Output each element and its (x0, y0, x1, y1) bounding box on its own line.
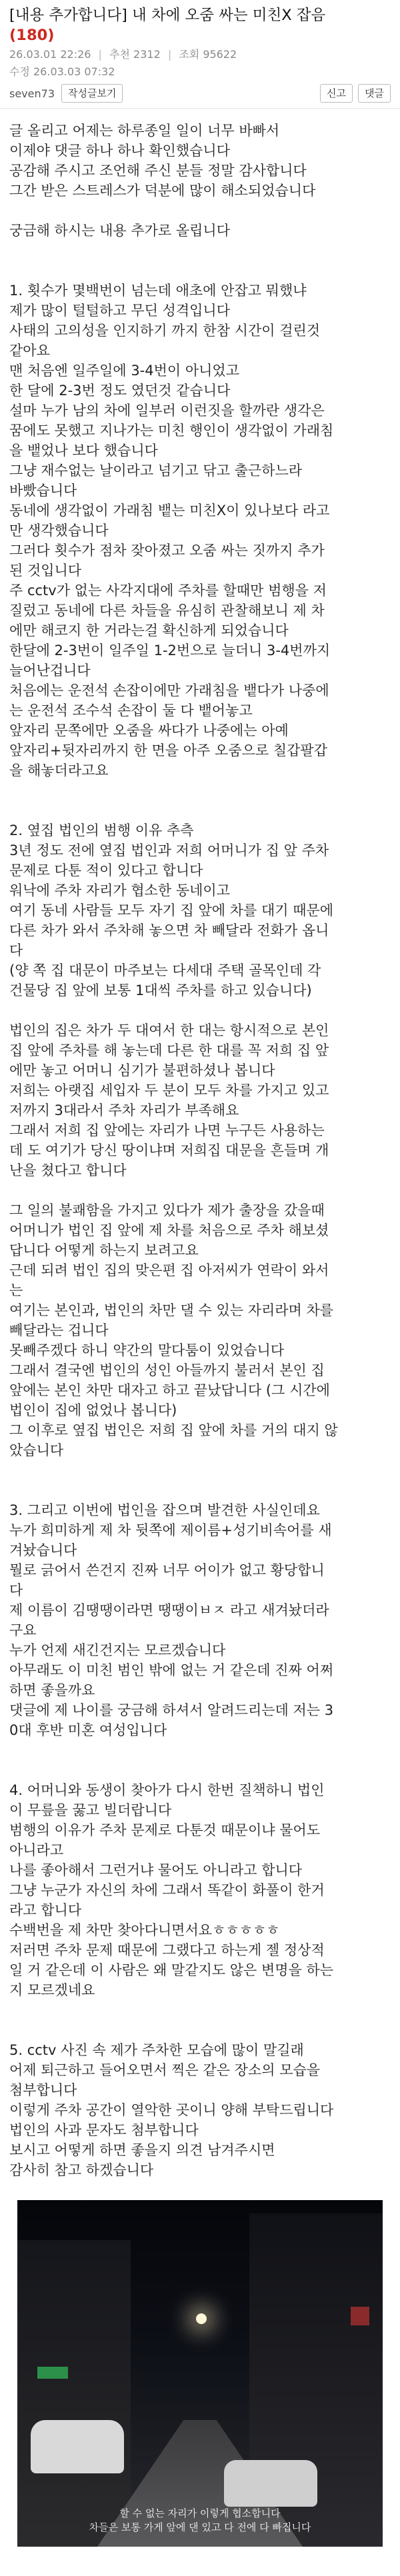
author-bar (0, 80, 400, 109)
body-line: 제가 많이 털털하고 무딘 성격입니다 (9, 303, 230, 319)
body-section (9, 2040, 391, 2180)
body-line: 다른 차가 와서 주차해 놓으면 차 빼달라 전화가 옵니 (9, 922, 329, 938)
post-modified: 수정 26.03.03 07:32 (9, 65, 115, 78)
body-line: 0대 후반 미혼 여성입니다 (9, 1722, 167, 1738)
body-line: 글 올리고 어제는 하루종일 일이 너무 바빠서 (9, 123, 280, 139)
body-line: 구요 (9, 1622, 37, 1638)
body-line: 워낙에 주차 자리가 협소한 동네이고 (9, 882, 230, 898)
body-line: 다 (9, 942, 23, 958)
body-line: 그래서 저희 집 앞에는 자리가 나면 누구든 사용하는 (9, 1122, 325, 1138)
body-line: 댓글에 제 나이를 궁금해 하셔서 알려드리는데 저는 3 (9, 1702, 334, 1718)
post-title-text: [내용 추가합니다] 내 차에 오줌 싸는 미친X 잡음 (9, 7, 326, 24)
body-line: 수백번을 제 차만 찾아다니면서요ㅎㅎㅎㅎㅎ (9, 1922, 280, 1938)
body-line: 여기는 본인과, 법인의 차만 댈 수 있는 자리라며 차를 (9, 1302, 334, 1318)
body-line: 을 뱉었나 보다 했습니다 (9, 443, 158, 459)
body-line: 법인의 사과 문자도 첨부합니다 (9, 2122, 199, 2138)
body-line: 법인이 집에 없었나 봅니다) (9, 1402, 177, 1418)
comment-count[interactable]: (180) (9, 27, 55, 44)
body-line: 그 이후로 옆집 법인은 저희 집 앞에 차를 거의 대지 않 (9, 1422, 338, 1438)
shop-sign (351, 2307, 369, 2325)
post-meta (0, 45, 400, 63)
body-line: (양 쪽 집 대문이 마주보는 다세대 주택 골목인데 각 (9, 962, 321, 978)
report-button[interactable]: 신고 (320, 84, 353, 103)
body-line: 법인의 집은 차가 두 대여서 한 대는 항시적으로 본인 (9, 1022, 329, 1038)
body-section (9, 1500, 391, 1740)
post-body (0, 109, 400, 2547)
body-section (9, 281, 391, 780)
body-line: 지 모르겠네요 (9, 1982, 95, 1998)
body-line: 공감해 주시고 조언해 주신 분들 정말 감사합니다 (9, 163, 307, 179)
photo-caption (17, 2507, 383, 2535)
body-line: 근데 되려 법인 집의 맞은편 집 아저씨가 연락이 와서 (9, 1262, 329, 1278)
body-line: 다 (9, 1582, 23, 1598)
body-line: 문제로 다툰 적이 있다고 합니다 (9, 862, 203, 878)
body-line: 그냥 재수없는 날이라고 넘기고 닦고 출근하느라 (9, 463, 303, 479)
body-line: 저희는 아랫집 세입자 두 분이 모두 차를 가지고 있고 (9, 1082, 329, 1098)
body-line: 5. cctv 사진 속 제가 주차한 모습에 많이 말길래 (9, 2042, 304, 2058)
body-line: 한 달에 2-3번 정도 였던것 같습니다 (9, 383, 231, 399)
body-line: 이제야 댓글 하나 하나 확인했습니다 (9, 143, 230, 159)
body-line: 건물당 집 앞에 보통 1대씩 주차를 하고 있습니다) (9, 982, 312, 998)
street-lamp (196, 2313, 207, 2324)
body-line: 질렀고 동네에 다른 차들을 유심히 관찰해보니 제 차 (9, 603, 325, 619)
body-line: 누가 희미하게 제 차 뒷쪽에 제이름+성기비속어를 새 (9, 1522, 332, 1538)
body-line: 늘어난겁니다 (9, 662, 91, 678)
body-line: 에만 놓고 어머니 심기가 불편하셨나 봅니다 (9, 1062, 275, 1078)
body-line: 누가 언제 새긴건지는 모르겠습니다 (9, 1642, 226, 1658)
body-line: 제 이름이 김땡땡이라면 땡땡이ㅂㅈ 라고 새겨놨더라 (9, 1602, 329, 1618)
author-posts-button[interactable]: 작성글보기 (61, 84, 123, 103)
meta-separator: | (98, 48, 102, 61)
author-name[interactable]: seven73 (9, 87, 55, 100)
body-line: 같아요 (9, 343, 50, 359)
body-line: 라고 합니다 (9, 1902, 82, 1918)
body-line: 답니다 어떻게 하는지 보려고요 (9, 1242, 199, 1258)
reply-button[interactable]: 댓글 (358, 84, 391, 103)
body-line: 4. 어머니와 동생이 찾아가 다시 한번 질책하니 법인 (9, 1782, 325, 1798)
body-line: 그러다 횟수가 점차 잦아졌고 오줌 싸는 짓까지 추가 (9, 543, 325, 559)
body-line: 사태의 고의성을 인지하기 까지 한참 시간이 걸린것 (9, 323, 321, 339)
shop-sign (37, 2367, 68, 2379)
body-line: 처음에는 운전석 손잡이에만 가래침을 뱉다가 나중에 (9, 682, 329, 698)
post-title (0, 0, 400, 45)
body-line: 어머니가 법인 집 앞에 제 차를 처음으로 주차 해보셨 (9, 1222, 329, 1238)
meta-separator: | (167, 48, 172, 61)
body-line: 한달에 2-3번이 일주일 1-2번으로 늘더니 3-4번까지 (9, 643, 331, 658)
body-line: 하면 좋을까요 (9, 1682, 95, 1698)
body-line: 앞자리+뒷자리까지 한 면을 아주 오줌으로 칠갑팔갑 (9, 742, 327, 758)
body-line: 범행의 이유가 주차 문제로 다툰것 때문이냐 물어도 (9, 1822, 321, 1838)
body-line: 그 일의 불쾌함을 가지고 있다가 제가 출장을 갔을때 (9, 1202, 325, 1218)
body-line: 그래서 결국엔 법인의 성인 아들까지 불러서 본인 집 (9, 1362, 325, 1378)
body-line: 나를 좋아해서 그런거냐 물어도 아니라고 합니다 (9, 1862, 303, 1878)
body-line: 3. 그리고 이번에 법인을 잡으며 발견한 사실인데요 (9, 1502, 320, 1518)
body-line: 감사히 참고 하겠습니다 (9, 2162, 154, 2178)
body-line: 그간 받은 스트레스가 덕분에 많이 해소되었습니다 (9, 183, 316, 199)
body-line: 그냥 누군가 자신의 차에 그래서 똑같이 화풀이 한거 (9, 1882, 325, 1898)
post-likes: 추천 2312 (109, 48, 161, 61)
body-line: 는 운전석 조수석 손잡이 둘 다 뱉어놓고 (9, 702, 253, 718)
body-line: 앞에는 본인 차만 대자고 하고 끝났답니다 (그 시간에 (9, 1382, 330, 1398)
body-line: 만 생각했습니다 (9, 523, 109, 539)
intro-block (9, 121, 391, 201)
body-line: 겨놨습니다 (9, 1542, 77, 1558)
body-line: 보시고 어떻게 하면 좋을지 의견 남겨주시면 (9, 2142, 275, 2158)
body-line: 앞자리 문쪽에만 오줌을 싸다가 나중에는 아예 (9, 722, 289, 738)
body-line: 이렇게 주차 공간이 열악한 곳이니 양해 부탁드립니다 (9, 2102, 334, 2118)
body-line: 3년 정도 전에 옆집 법인과 저희 어머니가 집 앞 주차 (9, 842, 329, 858)
body-line: 동네에 생각없이 가래침 뱉는 미친X이 있나보다 라고 (9, 503, 330, 519)
body-line: 첨부합니다 (9, 2082, 77, 2098)
body-line: 난을 쳤다고 합니다 (9, 1162, 127, 1178)
body-line: 어제 퇴근하고 들어오면서 찍은 같은 장소의 모습을 (9, 2062, 321, 2078)
body-line: 못빼주겠다 하니 약간의 말다툼이 있었습니다 (9, 1342, 285, 1358)
body-line: 바빴습니다 (9, 483, 77, 499)
body-line: 저러면 주차 문제 때문에 그랬다고 하는게 젤 정상적 (9, 1942, 325, 1958)
post-date: 26.03.01 (9, 48, 57, 61)
attached-photo (17, 2200, 383, 2547)
parked-car (31, 2420, 124, 2473)
body-line: 저까지 3대라서 주차 자리가 부족해요 (9, 1102, 239, 1118)
body-line: 일 거 같은데 이 사람은 왜 말같지도 않은 변명을 하는 (9, 1962, 334, 1978)
body-line: 궁금해 하시는 내용 추가로 올립니다 (9, 223, 230, 239)
body-line: 이 무릎을 꿇고 빌더랍니다 (9, 1802, 172, 1818)
body-line: 는 (9, 1282, 23, 1298)
body-line: 꿈에도 못했고 지나가는 미친 행인이 생각없이 가래침 (9, 423, 334, 439)
photo-caption-line: 할 수 없는 자리가 이렇게 협소합니다 (119, 2507, 281, 2519)
body-line: 아니라고 (9, 1842, 64, 1858)
body-line: 맨 처음엔 일주일에 3-4번이 아니었고 (9, 363, 240, 379)
body-line: 1. 횟수가 몇백번이 넘는데 애초에 안잡고 뭐했냐 (9, 283, 307, 299)
body-line: 을 해놓더라고요 (9, 762, 109, 778)
body-line: 에만 해코지 한 거라는걸 확신하게 되었습니다 (9, 623, 289, 639)
post-time: 22:26 (60, 48, 91, 61)
photo-caption-line: 차들은 보통 가게 앞에 댄 있고 다 전에 다 빠집니다 (89, 2521, 311, 2533)
body-line: 빼달라는 겁니다 (9, 1322, 109, 1338)
body-line: 집 앞에 주차를 해 놓는데 다른 한 대를 꼭 저희 집 앞 (9, 1042, 329, 1058)
body-section (9, 820, 391, 1460)
body-line: 데 도 여기가 당신 땅이냐며 저희집 대문을 흔들며 개 (9, 1142, 329, 1158)
body-line: 설마 누가 남의 차에 일부러 이런짓을 할까란 생각은 (9, 403, 325, 419)
parked-car (224, 2460, 317, 2507)
body-sections (9, 241, 391, 2180)
body-line: 주 cctv가 없는 사각지대에 주차를 할때만 범행을 저 (9, 583, 327, 599)
body-line: 았습니다 (9, 1442, 64, 1458)
post-views: 조회 95622 (179, 48, 237, 61)
body-section (9, 1780, 391, 2000)
body-line: 2. 옆집 법인의 범행 이유 추측 (9, 822, 194, 838)
body-line: 여기 동네 사람들 모두 자기 집 앞에 차를 대기 때문에 (9, 902, 334, 918)
body-line: 아무래도 이 미친 범인 밖에 없는 거 같은데 진짜 어쩌 (9, 1662, 334, 1678)
body-line: 된 것입니다 (9, 563, 82, 579)
body-line: 뭘로 긁어서 쓴건지 진짜 너무 어이가 없고 황당합니 (9, 1562, 325, 1578)
